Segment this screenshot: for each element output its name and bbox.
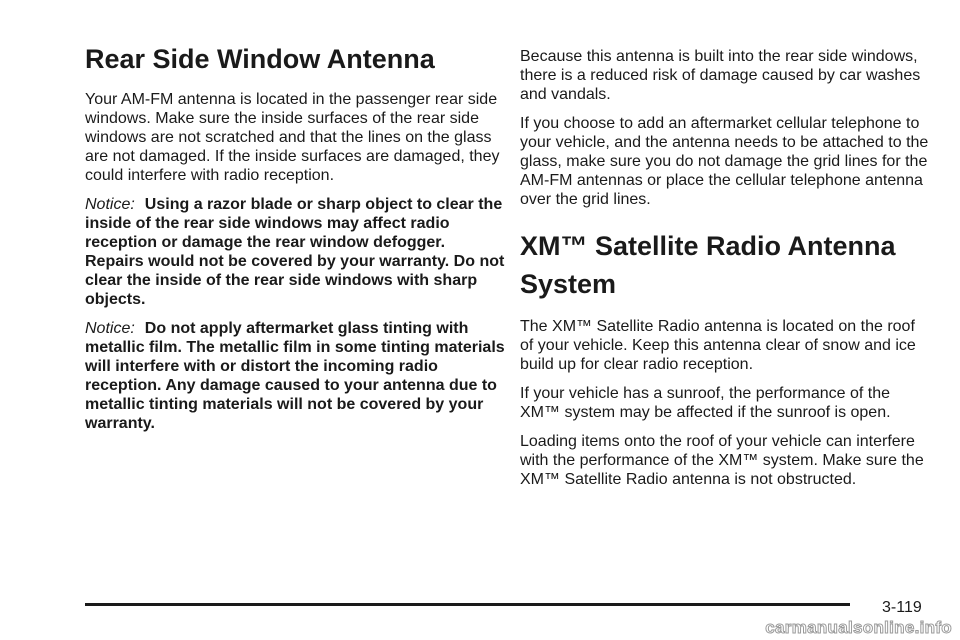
section-heading-xm-satellite-radio-antenna: XM™ Satellite Radio Antenna System (520, 231, 896, 299)
intro-paragraph: Your AM-FM antenna is located in the passenger rear side windows. Make sure the inside surfaces of the rear side windows are not scratched and that the lines on the glass are not damaged. If the inside surfaces are damaged, they could interfere with radio reception. (85, 91, 500, 184)
paragraph-sunroof: If your vehicle has a sunroof, the performance of the XM™ system may be affected if the sunroof is open. (520, 385, 891, 421)
notice-glass-tinting (85, 319, 505, 433)
watermark: carmanualsonline.info (765, 618, 952, 637)
notice-label: Notice: (85, 196, 135, 213)
paragraph-cellular-telephone: If you choose to add an aftermarket cellular telephone to your vehicle, and the antenna needs to be attached to the glass, make sure you do not damage the grid lines for the AM-FM antennas or place the cellular telephone antenna over the grid lines. (520, 115, 929, 208)
section-heading-rear-side-window-antenna: Rear Side Window Antenna (85, 44, 435, 74)
notice-label: Notice: (85, 320, 135, 337)
left-column (85, 42, 505, 443)
paragraph-roof-loading: Loading items onto the roof of your vehicle can interfere with the performance of the XM™ system. Make sure the XM™ Satellite Radio antenna is not obstructed. (520, 433, 924, 488)
notice-text: Using a razor blade or sharp object to clear the inside of the rear side windows may affect radio reception or damage the rear window defogger. Repairs would not be covered by your warranty. Do not clear the inside of the rear side windows with sharp objects. (85, 196, 505, 308)
paragraph-xm-location: The XM™ Satellite Radio antenna is located on the roof of your vehicle. Keep this antenna clear of snow and ice build up for clear radio reception. (520, 318, 916, 373)
paragraph-reduced-risk: Because this antenna is built into the rear side windows, there is a reduced risk of damage caused by car washes and vandals. (520, 48, 921, 103)
right-column (520, 47, 930, 499)
footer-rule (85, 603, 850, 606)
page-number: 3-119 (882, 599, 922, 616)
notice-razor-blade (85, 195, 505, 309)
notice-text: Do not apply aftermarket glass tinting with metallic film. The metallic film in some tinting materials will interfere with or distort the incoming radio reception. Any damage caused to your antenna due to metallic tinting materials will not be covered by your warranty. (85, 320, 505, 432)
